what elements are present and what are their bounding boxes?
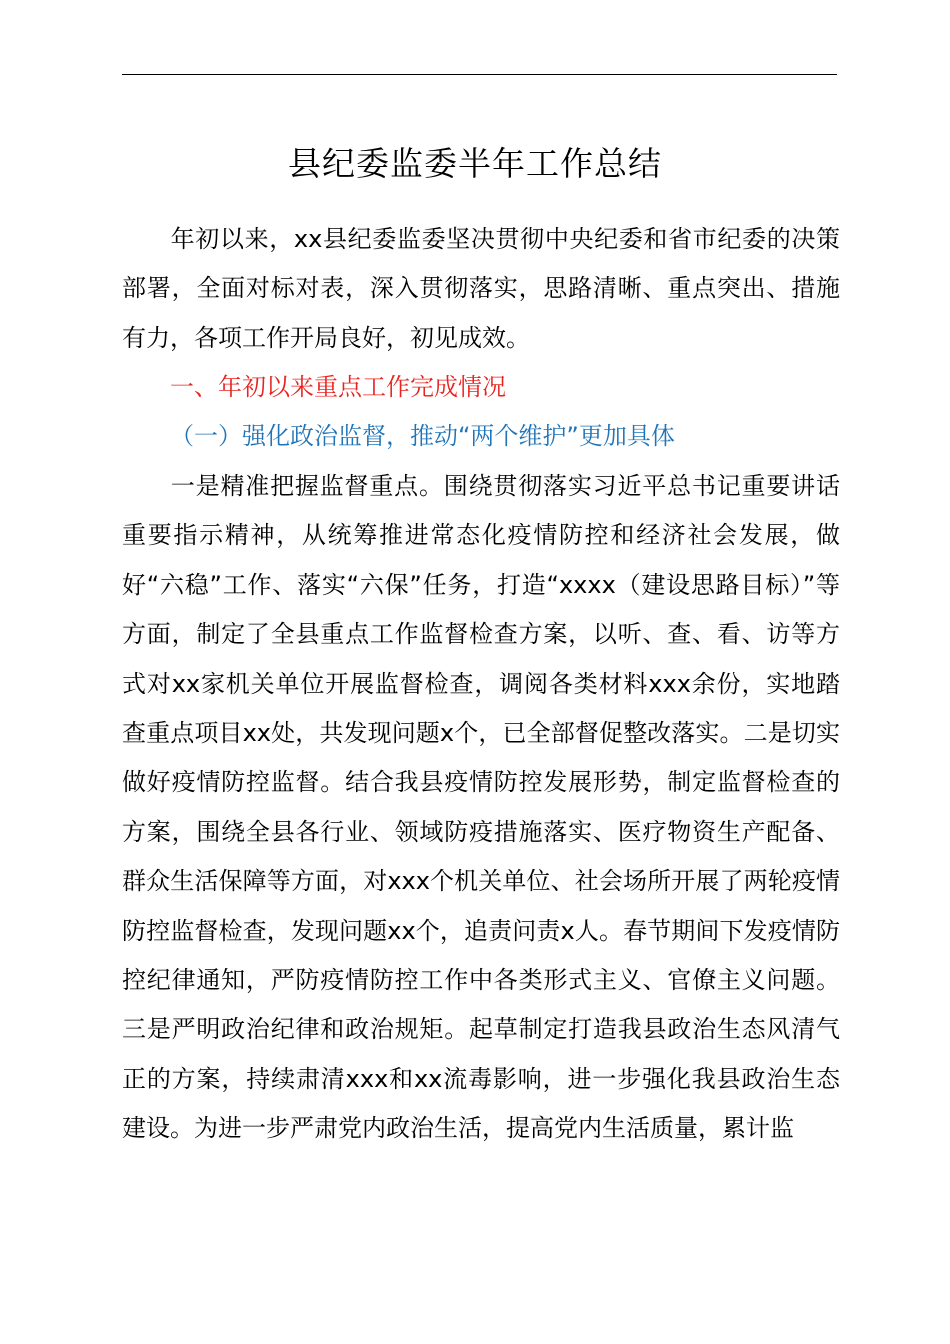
intro-text: 年初以来，xx县纪委监委坚决贯彻中央纪委和省市纪委的决策部署，全面对标对表，深入贯彻落实，思路清晰、重点突出、措施有力，各项工作开局良好，初见成效。 [122,225,840,352]
intro-paragraph [122,215,840,363]
document-title: 县纪委监委半年工作总结 [288,144,662,183]
body-text: 一是精准把握监督重点。围绕贯彻落实习近平总书记重要讲话重要指示精神，从统筹推进常态化疫情防控和经济社会发展，做好“六稳”工作、落实“六保”任务，打造“xxxx（建设思路目标）”等方面，制定了全县重点工作监督检查方案，以听、查、看、访等方式对xx家机关单位开展监督检查，调阅各类材料xxx余份，实地踏查重点项目xx处，共发现问题x个，已全部督促整改落实。二是切实做好疫情防控监督。结合我县疫情防控发展形势，制定监督检查的方案，围绕全县各行业、领域防疫措施落实、医疗物资生产配备、群众生活保障等方面，对xxx个机关单位、社会场所开展了两轮疫情防控监督检查，发现问题xx个，追责问责x人。春节期间下发疫情防控纪律通知，严防疫情防控工作中各类形式主义、官僚主义问题。三是严明政治纪律和政治规矩。起草制定打造我县政治生态风清气正的方案，持续肃清xxx和xx流毒影响，进一步强化我县政治生态建设。为进一步严肃党内政治生活，提高党内生活质量，累计监 [122,472,840,1143]
header-rule [122,74,837,75]
section-heading: 一、年初以来重点工作完成情况 [170,373,506,401]
body-paragraph [122,462,840,1154]
subsection-heading: （一）强化政治监督，推动“两个维护”更加具体 [170,422,675,450]
